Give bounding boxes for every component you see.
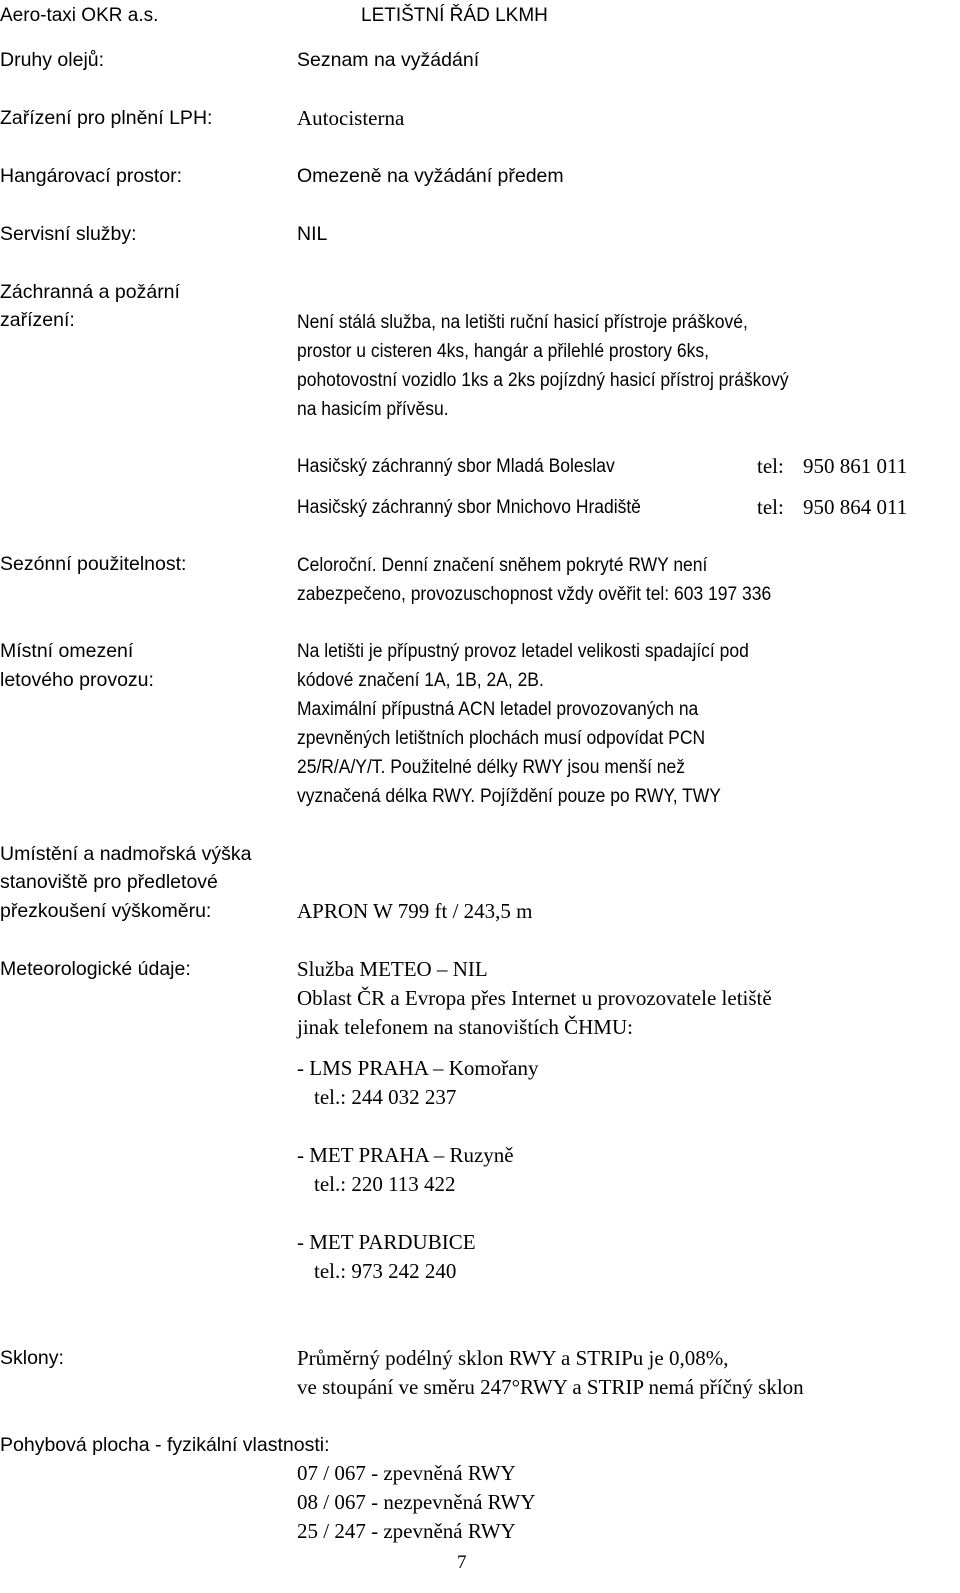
movement-item: 08 / 067 - nezpevněná RWY	[297, 1490, 536, 1514]
fire-brigade-tel: 950 861 011	[803, 454, 908, 478]
fire-brigade-name: Hasičský záchranný sbor Mladá Boleslav	[297, 456, 615, 477]
meteo-station-name: - MET PARDUBICE	[297, 1230, 476, 1254]
local-text-line: vyznačená délka RWY. Pojíždění pouze po RWY, TWY	[297, 786, 721, 807]
fire-brigade-tel: 950 864 011	[803, 495, 908, 519]
fuel-value: Autocisterna	[297, 106, 405, 130]
movement-label: Pohybová plocha - fyzikální vlastnosti:	[0, 1434, 330, 1456]
seasonal-text-line: Celoroční. Denní značení sněhem pokryté RWY není	[297, 555, 708, 576]
local-text-line: zpevněných letištních plochách musí odpovídat PCN	[297, 728, 706, 749]
service-value: NIL	[297, 223, 328, 245]
meteo-station-tel: tel.: 220 113 422	[314, 1172, 456, 1196]
service-label: Servisní služby:	[0, 223, 137, 245]
meteo-text-line: Služba METEO – NIL	[297, 957, 488, 981]
altimeter-value: APRON W 799 ft / 243,5 m	[297, 899, 533, 923]
slopes-label: Sklony:	[0, 1347, 64, 1369]
movement-item: 07 / 067 - zpevněná RWY	[297, 1461, 516, 1485]
fire-brigade-tel-label: tel:	[757, 495, 784, 519]
header-title: LETIŠTNÍ ŘÁD LKMH	[361, 5, 548, 26]
page-number: 7	[457, 1552, 467, 1573]
meteo-label: Meteorologické údaje:	[0, 958, 191, 980]
meteo-station-tel: tel.: 973 242 240	[314, 1259, 457, 1283]
fire-brigade-name: Hasičský záchranný sbor Mnichovo Hradiště	[297, 497, 641, 518]
movement-item: 25 / 247 - zpevněná RWY	[297, 1519, 516, 1543]
slopes-text-line: Průměrný podélný sklon RWY a STRIPu je 0,08%,	[297, 1346, 729, 1370]
oils-value: Seznam na vyžádání	[297, 49, 480, 71]
rescue-text-line: pohotovostní vozidlo 1ks a 2ks pojízdný hasicí přístroj práškový	[297, 370, 789, 391]
meteo-text-line: Oblast ČR a Evropa přes Internet u provozovatele letiště	[297, 986, 772, 1010]
fuel-label: Zařízení pro plnění LPH:	[0, 107, 213, 129]
rescue-label-line: zařízení:	[0, 309, 75, 331]
meteo-station-name: - LMS PRAHA – Komořany	[297, 1056, 539, 1080]
meteo-station-tel: tel.: 244 032 237	[314, 1085, 457, 1109]
rescue-text-line: na hasicím přívěsu.	[297, 399, 449, 420]
local-text-line: Maximální přípustná ACN letadel provozovaných na	[297, 699, 699, 720]
rescue-label-line: Záchranná a požární	[0, 281, 180, 303]
rescue-text-line: Není stálá služba, na letišti ruční hasicí přístroje práškové,	[297, 312, 748, 333]
altimeter-label-line: stanoviště pro předletové	[0, 871, 218, 893]
local-text-line: kódové značení 1A, 1B, 2A, 2B.	[297, 670, 544, 691]
rescue-text-line: prostor u cisteren 4ks, hangár a přilehlé prostory 6ks,	[297, 341, 709, 362]
local-text-line: Na letišti je přípustný provoz letadel velikosti spadající pod	[297, 641, 749, 662]
header-company: Aero-taxi OKR a.s.	[0, 5, 159, 26]
hangar-value: Omezeně na vyžádání předem	[297, 165, 564, 187]
fire-brigade-tel-label: tel:	[757, 454, 784, 478]
meteo-text-line: jinak telefonem na stanovištích ČHMU:	[297, 1015, 633, 1039]
local-text-line: 25/R/A/Y/T. Použitelné délky RWY jsou menší než	[297, 757, 685, 778]
seasonal-label: Sezónní použitelnost:	[0, 553, 187, 575]
slopes-text-line: ve stoupání ve směru 247°RWY a STRIP nemá příčný sklon	[297, 1375, 804, 1399]
altimeter-label-line: Umístění a nadmořská výška	[0, 843, 252, 865]
local-label-line: letového provozu:	[0, 669, 154, 691]
hangar-label: Hangárovací prostor:	[0, 165, 183, 187]
oils-label: Druhy olejů:	[0, 49, 105, 71]
meteo-station-name: - MET PRAHA – Ruzyně	[297, 1143, 514, 1167]
local-label-line: Místní omezení	[0, 640, 134, 662]
seasonal-text-line: zabezpečeno, provozuschopnost vždy ověřit tel: 603 197 336	[297, 584, 772, 605]
altimeter-label-line: přezkoušení výškoměru:	[0, 900, 212, 922]
